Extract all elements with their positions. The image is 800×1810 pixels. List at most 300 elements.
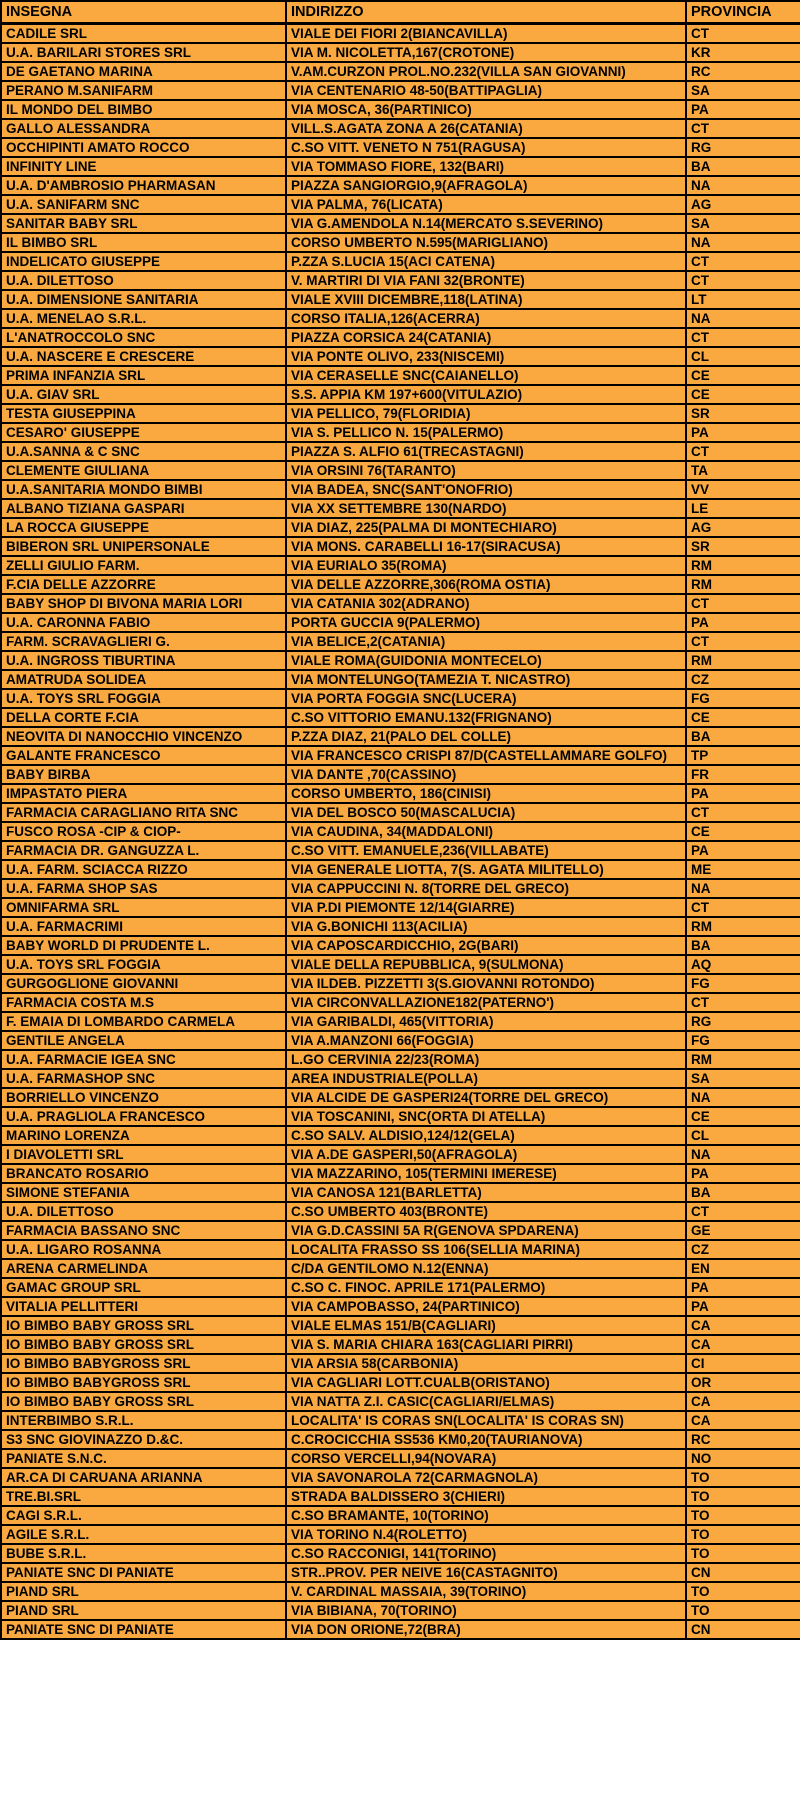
- cell-indirizzo[interactable]: VIA BELICE,2(CATANIA): [286, 632, 686, 651]
- cell-indirizzo[interactable]: VIA NATTA Z.I. CASIC(CAGLIARI/ELMAS): [286, 1392, 686, 1411]
- cell-insegna[interactable]: GURGOGLIONE GIOVANNI: [1, 974, 286, 993]
- cell-indirizzo[interactable]: STR..PROV. PER NEIVE 16(CASTAGNITO): [286, 1563, 686, 1582]
- table-row: [1, 214, 800, 233]
- cell-insegna[interactable]: GALANTE FRANCESCO: [1, 746, 286, 765]
- cell-provincia[interactable]: BA: [686, 936, 800, 955]
- cell-insegna[interactable]: U.A. DIMENSIONE SANITARIA: [1, 290, 286, 309]
- cell-indirizzo[interactable]: CORSO UMBERTO N.595(MARIGLIANO): [286, 233, 686, 252]
- table-row: [1, 290, 800, 309]
- cell-insegna[interactable]: IL MONDO DEL BIMBO: [1, 100, 286, 119]
- cell-indirizzo[interactable]: C.SO VITT. EMANUELE,236(VILLABATE): [286, 841, 686, 860]
- cell-insegna[interactable]: OCCHIPINTI AMATO ROCCO: [1, 138, 286, 157]
- table-row: [1, 423, 800, 442]
- cell-indirizzo[interactable]: VIALE DEI FIORI 2(BIANCAVILLA): [286, 24, 686, 44]
- cell-provincia[interactable]: CT: [686, 803, 800, 822]
- cell-insegna[interactable]: F.CIA DELLE AZZORRE: [1, 575, 286, 594]
- cell-provincia[interactable]: VV: [686, 480, 800, 499]
- cell-provincia[interactable]: RM: [686, 917, 800, 936]
- cell-indirizzo[interactable]: CORSO ITALIA,126(ACERRA): [286, 309, 686, 328]
- cell-provincia[interactable]: CT: [686, 271, 800, 290]
- cell-provincia[interactable]: TO: [686, 1506, 800, 1525]
- cell-indirizzo[interactable]: P.ZZA S.LUCIA 15(ACI CATENA): [286, 252, 686, 271]
- cell-provincia[interactable]: AG: [686, 195, 800, 214]
- cell-insegna[interactable]: U.A. FARMACRIMI: [1, 917, 286, 936]
- cell-indirizzo[interactable]: C.SO C. FINOC. APRILE 171(PALERMO): [286, 1278, 686, 1297]
- cell-insegna[interactable]: U.A.SANNA & C SNC: [1, 442, 286, 461]
- cell-indirizzo[interactable]: VIALE ELMAS 151/B(CAGLIARI): [286, 1316, 686, 1335]
- cell-insegna[interactable]: FARMACIA DR. GANGUZZA L.: [1, 841, 286, 860]
- cell-insegna[interactable]: U.A. FARMACIE IGEA SNC: [1, 1050, 286, 1069]
- table-row: [1, 1278, 800, 1297]
- cell-indirizzo[interactable]: VIA PONTE OLIVO, 233(NISCEMI): [286, 347, 686, 366]
- cell-indirizzo[interactable]: VIA BADEA, SNC(SANT'ONOFRIO): [286, 480, 686, 499]
- cell-provincia[interactable]: CT: [686, 328, 800, 347]
- cell-indirizzo[interactable]: VIA TOMMASO FIORE, 132(BARI): [286, 157, 686, 176]
- cell-insegna[interactable]: CESARO' GIUSEPPE: [1, 423, 286, 442]
- cell-indirizzo[interactable]: CORSO UMBERTO, 186(CINISI): [286, 784, 686, 803]
- cell-insegna[interactable]: PRIMA INFANZIA SRL: [1, 366, 286, 385]
- cell-insegna[interactable]: FARMACIA COSTA M.S: [1, 993, 286, 1012]
- cell-indirizzo[interactable]: VIA SAVONAROLA 72(CARMAGNOLA): [286, 1468, 686, 1487]
- cell-provincia[interactable]: FG: [686, 974, 800, 993]
- cell-provincia[interactable]: EN: [686, 1259, 800, 1278]
- cell-provincia[interactable]: LE: [686, 499, 800, 518]
- table-row: [1, 176, 800, 195]
- cell-indirizzo[interactable]: VIA M. NICOLETTA,167(CROTONE): [286, 43, 686, 62]
- cell-indirizzo[interactable]: LOCALITA' IS CORAS SN(LOCALITA' IS CORAS SN): [286, 1411, 686, 1430]
- cell-insegna[interactable]: PIAND SRL: [1, 1601, 286, 1620]
- cell-indirizzo[interactable]: VIALE XVIII DICEMBRE,118(LATINA): [286, 290, 686, 309]
- cell-insegna[interactable]: CAGI S.R.L.: [1, 1506, 286, 1525]
- cell-insegna[interactable]: CADILE SRL: [1, 24, 286, 44]
- cell-insegna[interactable]: VITALIA PELLITTERI: [1, 1297, 286, 1316]
- cell-insegna[interactable]: U.A. GIAV SRL: [1, 385, 286, 404]
- cell-indirizzo[interactable]: VILL.S.AGATA ZONA A 26(CATANIA): [286, 119, 686, 138]
- cell-provincia[interactable]: CE: [686, 708, 800, 727]
- table-row: [1, 822, 800, 841]
- table-row: [1, 157, 800, 176]
- cell-insegna[interactable]: PERANO M.SANIFARM: [1, 81, 286, 100]
- table-row: [1, 898, 800, 917]
- cell-indirizzo[interactable]: VIA MAZZARINO, 105(TERMINI IMERESE): [286, 1164, 686, 1183]
- column-header-indirizzo[interactable]: INDIRIZZO: [286, 1, 686, 24]
- cell-insegna[interactable]: U.A. TOYS SRL FOGGIA: [1, 955, 286, 974]
- cell-provincia[interactable]: CT: [686, 119, 800, 138]
- cell-provincia[interactable]: FG: [686, 689, 800, 708]
- table-row: [1, 385, 800, 404]
- cell-provincia[interactable]: FG: [686, 1031, 800, 1050]
- table-row: [1, 1544, 800, 1563]
- table-row: [1, 1183, 800, 1202]
- cell-provincia[interactable]: CL: [686, 1126, 800, 1145]
- cell-insegna[interactable]: BABY BIRBA: [1, 765, 286, 784]
- cell-indirizzo[interactable]: V.AM.CURZON PROL.NO.232(VILLA SAN GIOVANNI): [286, 62, 686, 81]
- cell-provincia[interactable]: FR: [686, 765, 800, 784]
- cell-insegna[interactable]: U.A. DILETTOSO: [1, 1202, 286, 1221]
- cell-indirizzo[interactable]: VIA G.D.CASSINI 5A R(GENOVA SPDARENA): [286, 1221, 686, 1240]
- cell-indirizzo[interactable]: VIA PALMA, 76(LICATA): [286, 195, 686, 214]
- cell-insegna[interactable]: OMNIFARMA SRL: [1, 898, 286, 917]
- cell-provincia[interactable]: CZ: [686, 1240, 800, 1259]
- cell-provincia[interactable]: NA: [686, 309, 800, 328]
- cell-indirizzo[interactable]: VIA GENERALE LIOTTA, 7(S. AGATA MILITELLO): [286, 860, 686, 879]
- cell-indirizzo[interactable]: VIALE ROMA(GUIDONIA MONTECELO): [286, 651, 686, 670]
- cell-provincia[interactable]: CT: [686, 993, 800, 1012]
- cell-indirizzo[interactable]: VIA MOSCA, 36(PARTINICO): [286, 100, 686, 119]
- table-row: [1, 1050, 800, 1069]
- cell-indirizzo[interactable]: PORTA GUCCIA 9(PALERMO): [286, 613, 686, 632]
- cell-provincia[interactable]: CT: [686, 24, 800, 44]
- cell-indirizzo[interactable]: VIA ORSINI 76(TARANTO): [286, 461, 686, 480]
- cell-provincia[interactable]: RM: [686, 556, 800, 575]
- cell-insegna[interactable]: F. EMAIA DI LOMBARDO CARMELA: [1, 1012, 286, 1031]
- cell-insegna[interactable]: BUBE S.R.L.: [1, 1544, 286, 1563]
- cell-provincia[interactable]: SR: [686, 537, 800, 556]
- cell-indirizzo[interactable]: VIA CAPPUCCINI N. 8(TORRE DEL GRECO): [286, 879, 686, 898]
- cell-indirizzo[interactable]: VIA G.BONICHI 113(ACILIA): [286, 917, 686, 936]
- cell-indirizzo[interactable]: C.SO RACCONIGI, 141(TORINO): [286, 1544, 686, 1563]
- cell-insegna[interactable]: TESTA GIUSEPPINA: [1, 404, 286, 423]
- table-row: [1, 480, 800, 499]
- cell-insegna[interactable]: LA ROCCA GIUSEPPE: [1, 518, 286, 537]
- cell-insegna[interactable]: GAMAC GROUP SRL: [1, 1278, 286, 1297]
- table-row: [1, 860, 800, 879]
- cell-provincia[interactable]: CA: [686, 1335, 800, 1354]
- cell-provincia[interactable]: NA: [686, 879, 800, 898]
- table-row: [1, 1335, 800, 1354]
- cell-provincia[interactable]: CA: [686, 1411, 800, 1430]
- column-header-insegna[interactable]: INSEGNA: [1, 1, 286, 24]
- table-row: [1, 1582, 800, 1601]
- cell-indirizzo[interactable]: C.SO VITTORIO EMANU.132(FRIGNANO): [286, 708, 686, 727]
- table-row: [1, 442, 800, 461]
- cell-provincia[interactable]: RM: [686, 651, 800, 670]
- cell-insegna[interactable]: TRE.BI.SRL: [1, 1487, 286, 1506]
- cell-indirizzo[interactable]: C.SO SALV. ALDISIO,124/12(GELA): [286, 1126, 686, 1145]
- cell-indirizzo[interactable]: VIA P.DI PIEMONTE 12/14(GIARRE): [286, 898, 686, 917]
- cell-insegna[interactable]: FARMACIA BASSANO SNC: [1, 1221, 286, 1240]
- cell-provincia[interactable]: SA: [686, 214, 800, 233]
- cell-provincia[interactable]: CA: [686, 1392, 800, 1411]
- cell-insegna[interactable]: U.A. TOYS SRL FOGGIA: [1, 689, 286, 708]
- table-row: [1, 746, 800, 765]
- cell-insegna[interactable]: U.A.SANITARIA MONDO BIMBI: [1, 480, 286, 499]
- cell-provincia[interactable]: RG: [686, 138, 800, 157]
- table-row: [1, 917, 800, 936]
- cell-provincia[interactable]: CN: [686, 1563, 800, 1582]
- cell-indirizzo[interactable]: VIA S. MARIA CHIARA 163(CAGLIARI PIRRI): [286, 1335, 686, 1354]
- cell-indirizzo[interactable]: VIA DELLE AZZORRE,306(ROMA OSTIA): [286, 575, 686, 594]
- cell-insegna[interactable]: BABY SHOP DI BIVONA MARIA LORI: [1, 594, 286, 613]
- header-row: [1, 1, 800, 24]
- cell-provincia[interactable]: AQ: [686, 955, 800, 974]
- table-row: [1, 138, 800, 157]
- cell-insegna[interactable]: BIBERON SRL UNIPERSONALE: [1, 537, 286, 556]
- cell-provincia[interactable]: CT: [686, 594, 800, 613]
- cell-provincia[interactable]: BA: [686, 157, 800, 176]
- cell-insegna[interactable]: ARENA CARMELINDA: [1, 1259, 286, 1278]
- cell-insegna[interactable]: DELLA CORTE F.CIA: [1, 708, 286, 727]
- cell-insegna[interactable]: IO BIMBO BABY GROSS SRL: [1, 1392, 286, 1411]
- cell-provincia[interactable]: PA: [686, 841, 800, 860]
- cell-provincia[interactable]: RC: [686, 62, 800, 81]
- cell-insegna[interactable]: IO BIMBO BABYGROSS SRL: [1, 1354, 286, 1373]
- cell-insegna[interactable]: U.A. LIGARO ROSANNA: [1, 1240, 286, 1259]
- cell-insegna[interactable]: INFINITY LINE: [1, 157, 286, 176]
- cell-insegna[interactable]: ZELLI GIULIO FARM.: [1, 556, 286, 575]
- cell-provincia[interactable]: CL: [686, 347, 800, 366]
- cell-indirizzo[interactable]: C.SO BRAMANTE, 10(TORINO): [286, 1506, 686, 1525]
- cell-indirizzo[interactable]: VIA ILDEB. PIZZETTI 3(S.GIOVANNI ROTONDO): [286, 974, 686, 993]
- cell-insegna[interactable]: PANIATE S.N.C.: [1, 1449, 286, 1468]
- cell-provincia[interactable]: TO: [686, 1525, 800, 1544]
- cell-provincia[interactable]: CN: [686, 1620, 800, 1639]
- cell-indirizzo[interactable]: VIA CERASELLE SNC(CAIANELLO): [286, 366, 686, 385]
- cell-insegna[interactable]: MARINO LORENZA: [1, 1126, 286, 1145]
- cell-provincia[interactable]: NO: [686, 1449, 800, 1468]
- cell-indirizzo[interactable]: C.CROCICCHIA SS536 KM0,20(TAURIANOVA): [286, 1430, 686, 1449]
- cell-provincia[interactable]: CT: [686, 1202, 800, 1221]
- table-row: [1, 1316, 800, 1335]
- cell-indirizzo[interactable]: C.SO UMBERTO 403(BRONTE): [286, 1202, 686, 1221]
- cell-insegna[interactable]: L'ANATROCCOLO SNC: [1, 328, 286, 347]
- cell-provincia[interactable]: TO: [686, 1601, 800, 1620]
- cell-indirizzo[interactable]: LOCALITA FRASSO SS 106(SELLIA MARINA): [286, 1240, 686, 1259]
- cell-indirizzo[interactable]: STRADA BALDISSERO 3(CHIERI): [286, 1487, 686, 1506]
- cell-indirizzo[interactable]: V. MARTIRI DI VIA FANI 32(BRONTE): [286, 271, 686, 290]
- cell-provincia[interactable]: PA: [686, 100, 800, 119]
- cell-provincia[interactable]: RC: [686, 1430, 800, 1449]
- cell-provincia[interactable]: CE: [686, 1107, 800, 1126]
- cell-indirizzo[interactable]: CORSO VERCELLI,94(NOVARA): [286, 1449, 686, 1468]
- cell-provincia[interactable]: SA: [686, 81, 800, 100]
- cell-provincia[interactable]: PA: [686, 1164, 800, 1183]
- cell-insegna[interactable]: SIMONE STEFANIA: [1, 1183, 286, 1202]
- cell-provincia[interactable]: BA: [686, 727, 800, 746]
- cell-provincia[interactable]: PA: [686, 613, 800, 632]
- cell-indirizzo[interactable]: VIA DANTE ,70(CASSINO): [286, 765, 686, 784]
- cell-provincia[interactable]: SA: [686, 1069, 800, 1088]
- cell-indirizzo[interactable]: C.SO VITT. VENETO N 751(RAGUSA): [286, 138, 686, 157]
- cell-indirizzo[interactable]: VIA G.AMENDOLA N.14(MERCATO S.SEVERINO): [286, 214, 686, 233]
- cell-indirizzo[interactable]: VIA CAMPOBASSO, 24(PARTINICO): [286, 1297, 686, 1316]
- cell-insegna[interactable]: SANITAR BABY SRL: [1, 214, 286, 233]
- cell-insegna[interactable]: U.A. SANIFARM SNC: [1, 195, 286, 214]
- cell-insegna[interactable]: U.A. FARMASHOP SNC: [1, 1069, 286, 1088]
- table-row: [1, 613, 800, 632]
- cell-insegna[interactable]: AR.CA DI CARUANA ARIANNA: [1, 1468, 286, 1487]
- cell-indirizzo[interactable]: VIA TOSCANINI, SNC(ORTA DI ATELLA): [286, 1107, 686, 1126]
- cell-provincia[interactable]: KR: [686, 43, 800, 62]
- table-row: [1, 727, 800, 746]
- cell-indirizzo[interactable]: VIA CAPOSCARDICCHIO, 2G(BARI): [286, 936, 686, 955]
- cell-provincia[interactable]: TO: [686, 1468, 800, 1487]
- cell-indirizzo[interactable]: PIAZZA CORSICA 24(CATANIA): [286, 328, 686, 347]
- cell-provincia[interactable]: PA: [686, 423, 800, 442]
- cell-insegna[interactable]: FARMACIA CARAGLIANO RITA SNC: [1, 803, 286, 822]
- cell-indirizzo[interactable]: VIA CAUDINA, 34(MADDALONI): [286, 822, 686, 841]
- table-row: [1, 461, 800, 480]
- cell-insegna[interactable]: IL BIMBO SRL: [1, 233, 286, 252]
- cell-provincia[interactable]: TO: [686, 1582, 800, 1601]
- cell-indirizzo[interactable]: VIA S. PELLICO N. 15(PALERMO): [286, 423, 686, 442]
- cell-provincia[interactable]: NA: [686, 176, 800, 195]
- cell-provincia[interactable]: RM: [686, 1050, 800, 1069]
- cell-indirizzo[interactable]: VIA A.DE GASPERI,50(AFRAGOLA): [286, 1145, 686, 1164]
- cell-indirizzo[interactable]: P.ZZA DIAZ, 21(PALO DEL COLLE): [286, 727, 686, 746]
- cell-insegna[interactable]: GALLO ALESSANDRA: [1, 119, 286, 138]
- cell-indirizzo[interactable]: V. CARDINAL MASSAIA, 39(TORINO): [286, 1582, 686, 1601]
- cell-insegna[interactable]: S3 SNC GIOVINAZZO D.&C.: [1, 1430, 286, 1449]
- cell-insegna[interactable]: CLEMENTE GIULIANA: [1, 461, 286, 480]
- cell-indirizzo[interactable]: VIA GARIBALDI, 465(VITTORIA): [286, 1012, 686, 1031]
- cell-indirizzo[interactable]: VIA XX SETTEMBRE 130(NARDO): [286, 499, 686, 518]
- cell-insegna[interactable]: U.A. NASCERE E CRESCERE: [1, 347, 286, 366]
- table-row: [1, 575, 800, 594]
- cell-indirizzo[interactable]: AREA INDUSTRIALE(POLLA): [286, 1069, 686, 1088]
- cell-insegna[interactable]: U.A. D'AMBROSIO PHARMASAN: [1, 176, 286, 195]
- cell-indirizzo[interactable]: VIA CANOSA 121(BARLETTA): [286, 1183, 686, 1202]
- cell-indirizzo[interactable]: VIA MONTELUNGO(TAMEZIA T. NICASTRO): [286, 670, 686, 689]
- cell-indirizzo[interactable]: C/DA GENTILOMO N.12(ENNA): [286, 1259, 686, 1278]
- cell-indirizzo[interactable]: VIA CAGLIARI LOTT.CUALB(ORISTANO): [286, 1373, 686, 1392]
- cell-indirizzo[interactable]: VIALE DELLA REPUBBLICA, 9(SULMONA): [286, 955, 686, 974]
- cell-indirizzo[interactable]: VIA BIBIANA, 70(TORINO): [286, 1601, 686, 1620]
- table-row: [1, 1354, 800, 1373]
- cell-indirizzo[interactable]: VIA CENTENARIO 48-50(BATTIPAGLIA): [286, 81, 686, 100]
- cell-indirizzo[interactable]: VIA PORTA FOGGIA SNC(LUCERA): [286, 689, 686, 708]
- cell-insegna[interactable]: PANIATE SNC DI PANIATE: [1, 1563, 286, 1582]
- cell-indirizzo[interactable]: S.S. APPIA KM 197+600(VITULAZIO): [286, 385, 686, 404]
- table-row: [1, 784, 800, 803]
- cell-insegna[interactable]: IO BIMBO BABYGROSS SRL: [1, 1373, 286, 1392]
- cell-provincia[interactable]: CT: [686, 898, 800, 917]
- cell-insegna[interactable]: U.A. MENELAO S.R.L.: [1, 309, 286, 328]
- cell-insegna[interactable]: U.A. PRAGLIOLA FRANCESCO: [1, 1107, 286, 1126]
- cell-provincia[interactable]: AG: [686, 518, 800, 537]
- table-row: [1, 1620, 800, 1639]
- cell-provincia[interactable]: PA: [686, 1278, 800, 1297]
- cell-provincia[interactable]: NA: [686, 233, 800, 252]
- cell-indirizzo[interactable]: VIA PELLICO, 79(FLORIDIA): [286, 404, 686, 423]
- cell-indirizzo[interactable]: VIA CATANIA 302(ADRANO): [286, 594, 686, 613]
- cell-provincia[interactable]: TO: [686, 1487, 800, 1506]
- cell-insegna[interactable]: NEOVITA DI NANOCCHIO VINCENZO: [1, 727, 286, 746]
- cell-provincia[interactable]: CE: [686, 385, 800, 404]
- cell-insegna[interactable]: FUSCO ROSA -CIP & CIOP-: [1, 822, 286, 841]
- cell-insegna[interactable]: U.A. FARMA SHOP SAS: [1, 879, 286, 898]
- cell-insegna[interactable]: PIAND SRL: [1, 1582, 286, 1601]
- cell-indirizzo[interactable]: PIAZZA S. ALFIO 61(TRECASTAGNI): [286, 442, 686, 461]
- cell-provincia[interactable]: CT: [686, 632, 800, 651]
- cell-insegna[interactable]: FARM. SCRAVAGLIERI G.: [1, 632, 286, 651]
- cell-insegna[interactable]: BABY WORLD DI PRUDENTE L.: [1, 936, 286, 955]
- cell-provincia[interactable]: BA: [686, 1183, 800, 1202]
- cell-insegna[interactable]: IO BIMBO BABY GROSS SRL: [1, 1335, 286, 1354]
- table-row: [1, 1088, 800, 1107]
- cell-provincia[interactable]: LT: [686, 290, 800, 309]
- cell-provincia[interactable]: TA: [686, 461, 800, 480]
- cell-indirizzo[interactable]: L.GO CERVINIA 22/23(ROMA): [286, 1050, 686, 1069]
- cell-insegna[interactable]: AMATRUDA SOLIDEA: [1, 670, 286, 689]
- cell-indirizzo[interactable]: VIA EURIALO 35(ROMA): [286, 556, 686, 575]
- cell-provincia[interactable]: RM: [686, 575, 800, 594]
- cell-indirizzo[interactable]: VIA DEL BOSCO 50(MASCALUCIA): [286, 803, 686, 822]
- table-row: [1, 708, 800, 727]
- cell-provincia[interactable]: CT: [686, 252, 800, 271]
- cell-insegna[interactable]: INTERBIMBO S.R.L.: [1, 1411, 286, 1430]
- cell-insegna[interactable]: U.A. CARONNA FABIO: [1, 613, 286, 632]
- cell-indirizzo[interactable]: VIA ALCIDE DE GASPERI24(TORRE DEL GRECO): [286, 1088, 686, 1107]
- cell-indirizzo[interactable]: VIA FRANCESCO CRISPI 87/D(CASTELLAMMARE GOLFO): [286, 746, 686, 765]
- cell-provincia[interactable]: GE: [686, 1221, 800, 1240]
- table-row: [1, 955, 800, 974]
- cell-insegna[interactable]: INDELICATO GIUSEPPE: [1, 252, 286, 271]
- cell-indirizzo[interactable]: VIA MONS. CARABELLI 16-17(SIRACUSA): [286, 537, 686, 556]
- cell-indirizzo[interactable]: PIAZZA SANGIORGIO,9(AFRAGOLA): [286, 176, 686, 195]
- cell-insegna[interactable]: I DIAVOLETTI SRL: [1, 1145, 286, 1164]
- table-row: [1, 670, 800, 689]
- cell-provincia[interactable]: ME: [686, 860, 800, 879]
- cell-provincia[interactable]: PA: [686, 784, 800, 803]
- cell-indirizzo[interactable]: VIA CIRCONVALLAZIONE182(PATERNO'): [286, 993, 686, 1012]
- cell-insegna[interactable]: ALBANO TIZIANA GASPARI: [1, 499, 286, 518]
- cell-indirizzo[interactable]: VIA TORINO N.4(ROLETTO): [286, 1525, 686, 1544]
- cell-provincia[interactable]: RG: [686, 1012, 800, 1031]
- table-row: [1, 1164, 800, 1183]
- cell-provincia[interactable]: CE: [686, 366, 800, 385]
- cell-provincia[interactable]: TP: [686, 746, 800, 765]
- cell-provincia[interactable]: CT: [686, 442, 800, 461]
- cell-insegna[interactable]: U.A. FARM. SCIACCA RIZZO: [1, 860, 286, 879]
- cell-insegna[interactable]: U.A. INGROSS TIBURTINA: [1, 651, 286, 670]
- cell-insegna[interactable]: GENTILE ANGELA: [1, 1031, 286, 1050]
- cell-provincia[interactable]: SR: [686, 404, 800, 423]
- cell-insegna[interactable]: AGILE S.R.L.: [1, 1525, 286, 1544]
- cell-provincia[interactable]: NA: [686, 1145, 800, 1164]
- cell-indirizzo[interactable]: VIA ARSIA 58(CARBONIA): [286, 1354, 686, 1373]
- cell-insegna[interactable]: IMPASTATO PIERA: [1, 784, 286, 803]
- cell-insegna[interactable]: U.A. DILETTOSO: [1, 271, 286, 290]
- table-row: [1, 1373, 800, 1392]
- cell-provincia[interactable]: TO: [686, 1544, 800, 1563]
- cell-provincia[interactable]: OR: [686, 1373, 800, 1392]
- cell-provincia[interactable]: CA: [686, 1316, 800, 1335]
- table-row: [1, 1525, 800, 1544]
- table-row: [1, 252, 800, 271]
- cell-indirizzo[interactable]: VIA DON ORIONE,72(BRA): [286, 1620, 686, 1639]
- table-row: [1, 119, 800, 138]
- cell-insegna[interactable]: PANIATE SNC DI PANIATE: [1, 1620, 286, 1639]
- cell-insegna[interactable]: BRANCATO ROSARIO: [1, 1164, 286, 1183]
- cell-insegna[interactable]: IO BIMBO BABY GROSS SRL: [1, 1316, 286, 1335]
- cell-provincia[interactable]: CZ: [686, 670, 800, 689]
- cell-provincia[interactable]: PA: [686, 1297, 800, 1316]
- cell-insegna[interactable]: BORRIELLO VINCENZO: [1, 1088, 286, 1107]
- cell-provincia[interactable]: NA: [686, 1088, 800, 1107]
- cell-provincia[interactable]: CI: [686, 1354, 800, 1373]
- cell-provincia[interactable]: CE: [686, 822, 800, 841]
- cell-insegna[interactable]: DE GAETANO MARINA: [1, 62, 286, 81]
- column-header-provincia[interactable]: PROVINCIA: [686, 1, 800, 24]
- cell-indirizzo[interactable]: VIA DIAZ, 225(PALMA DI MONTECHIARO): [286, 518, 686, 537]
- cell-insegna[interactable]: U.A. BARILARI STORES SRL: [1, 43, 286, 62]
- table-row: [1, 1069, 800, 1088]
- table-row: [1, 81, 800, 100]
- table-row: [1, 366, 800, 385]
- cell-indirizzo[interactable]: VIA A.MANZONI 66(FOGGIA): [286, 1031, 686, 1050]
- table-row: [1, 803, 800, 822]
